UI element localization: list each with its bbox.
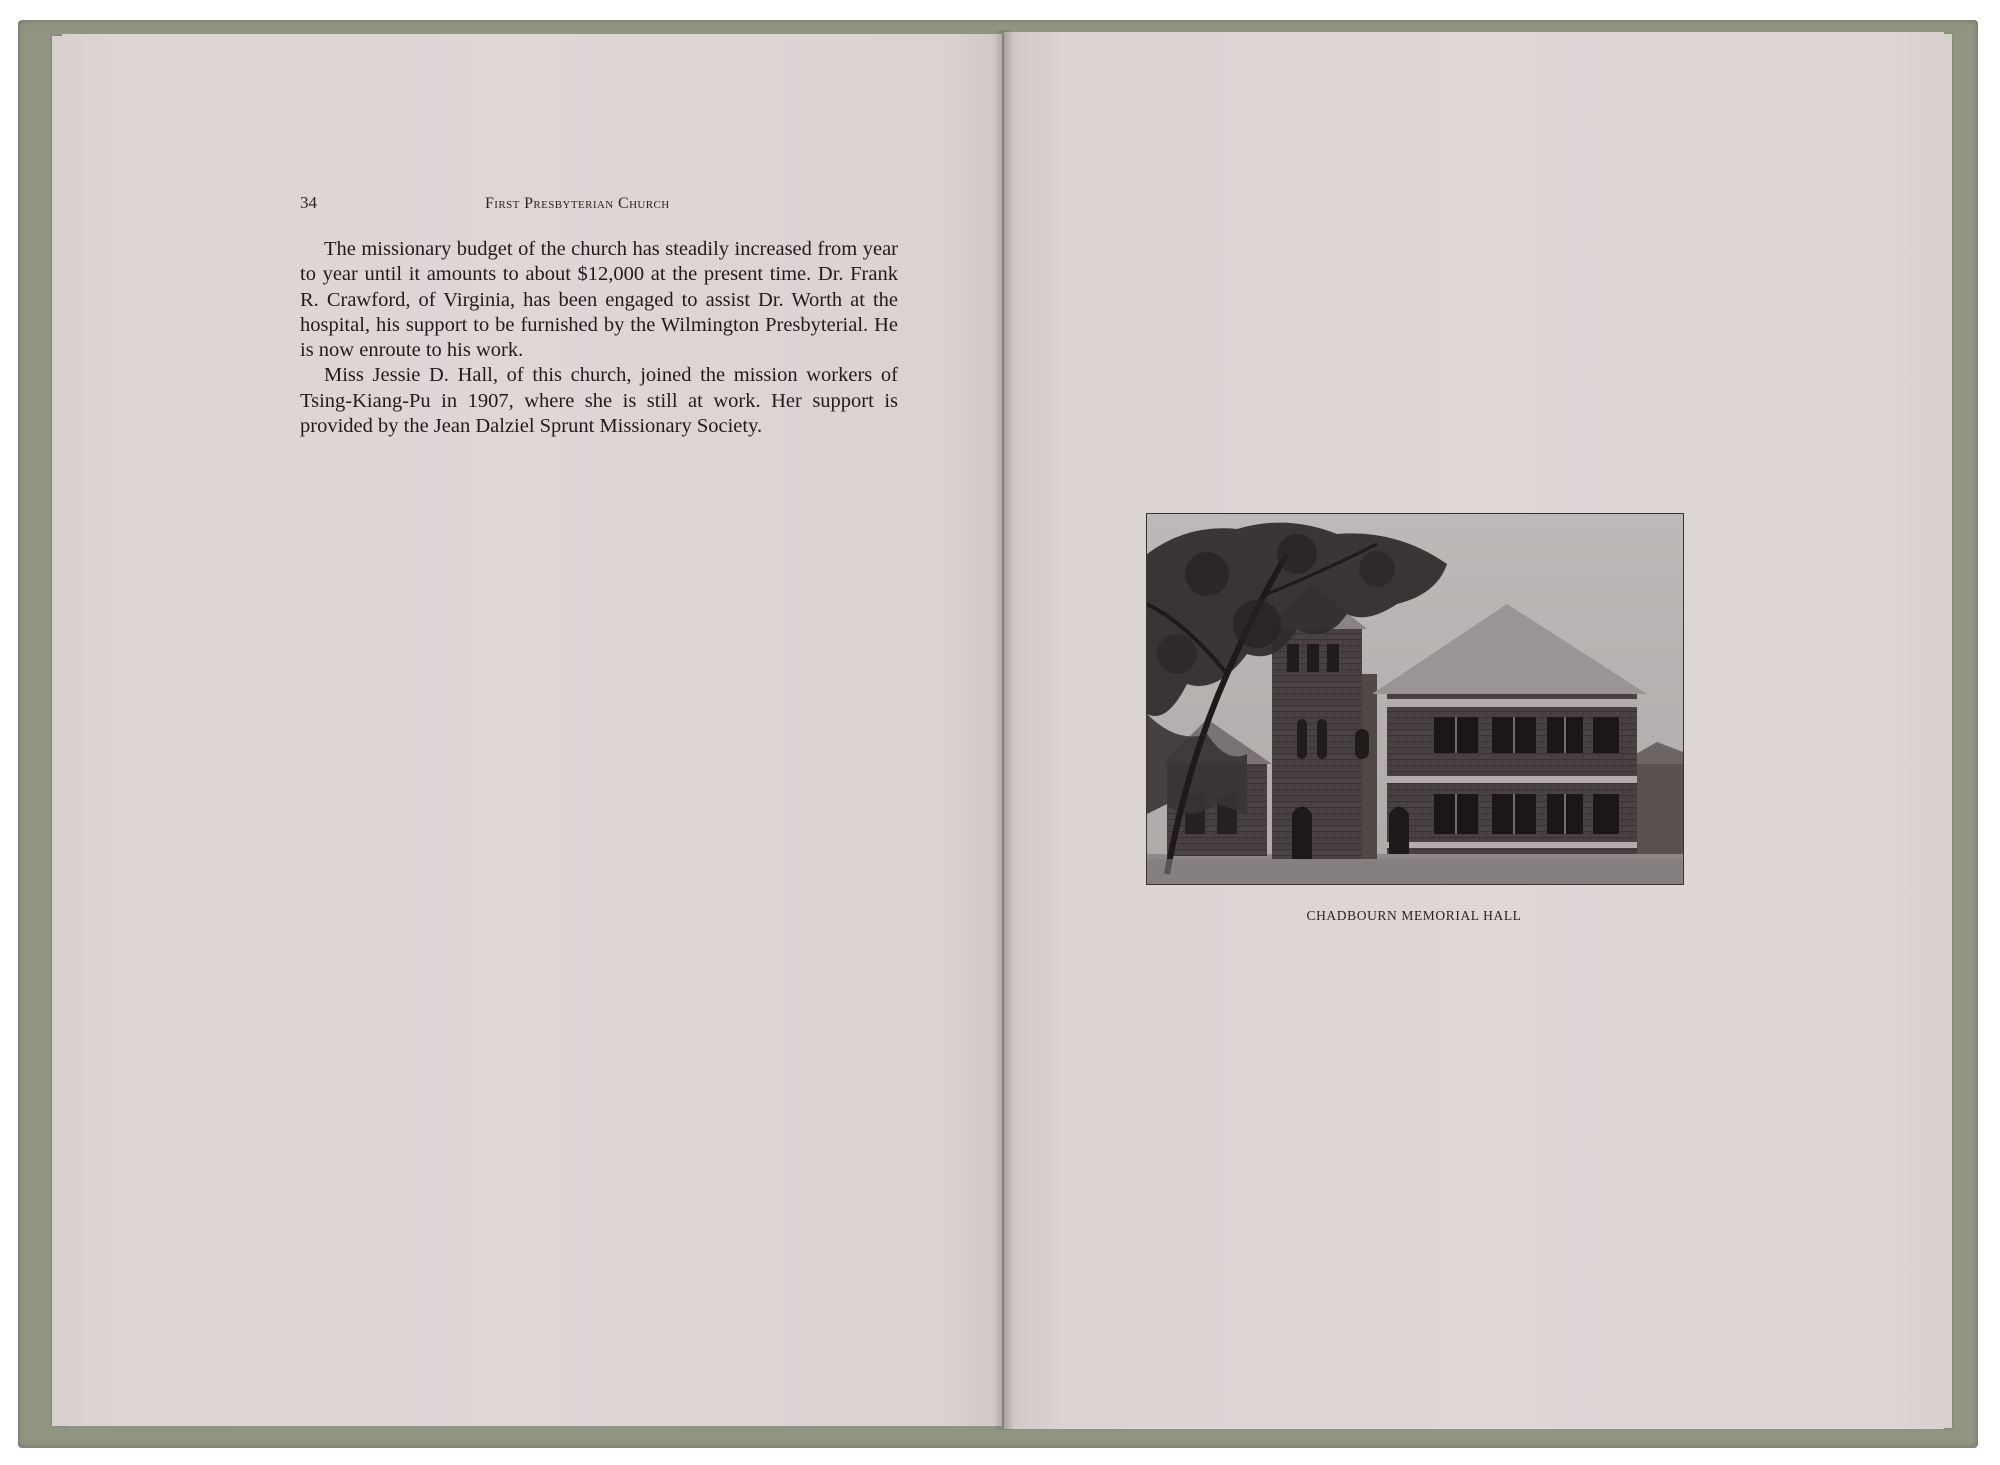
page-number: 34 (300, 193, 317, 212)
chadbourn-hall-illustration (1147, 514, 1683, 884)
paragraph-missionary-budget: The missionary budget of the church has steadily increased from year to year until it amounts to about $12,000 at the present time. Dr. Frank R. Crawford, of Virginia, has been engaged to assist Dr. Worth at the hospital, his support to be furnished by the Wilmington Presbyterial. He is now enroute to his work. (300, 238, 898, 362)
chadbourn-hall-photo (1146, 513, 1684, 885)
running-title: First Presbyterian Church (485, 195, 670, 212)
running-head (300, 193, 900, 217)
body-text (300, 237, 898, 439)
paragraph-jessie-hall: Miss Jessie D. Hall, of this church, joined the mission workers of Tsing-Kiang-Pu in 1907, where she is still at work. Her support is provided by the Jean Dalziel Sprunt Missionary Society. (300, 364, 898, 438)
photo-caption: CHADBOURN MEMORIAL HALL (1306, 908, 1522, 923)
book-gutter (994, 30, 1014, 1430)
